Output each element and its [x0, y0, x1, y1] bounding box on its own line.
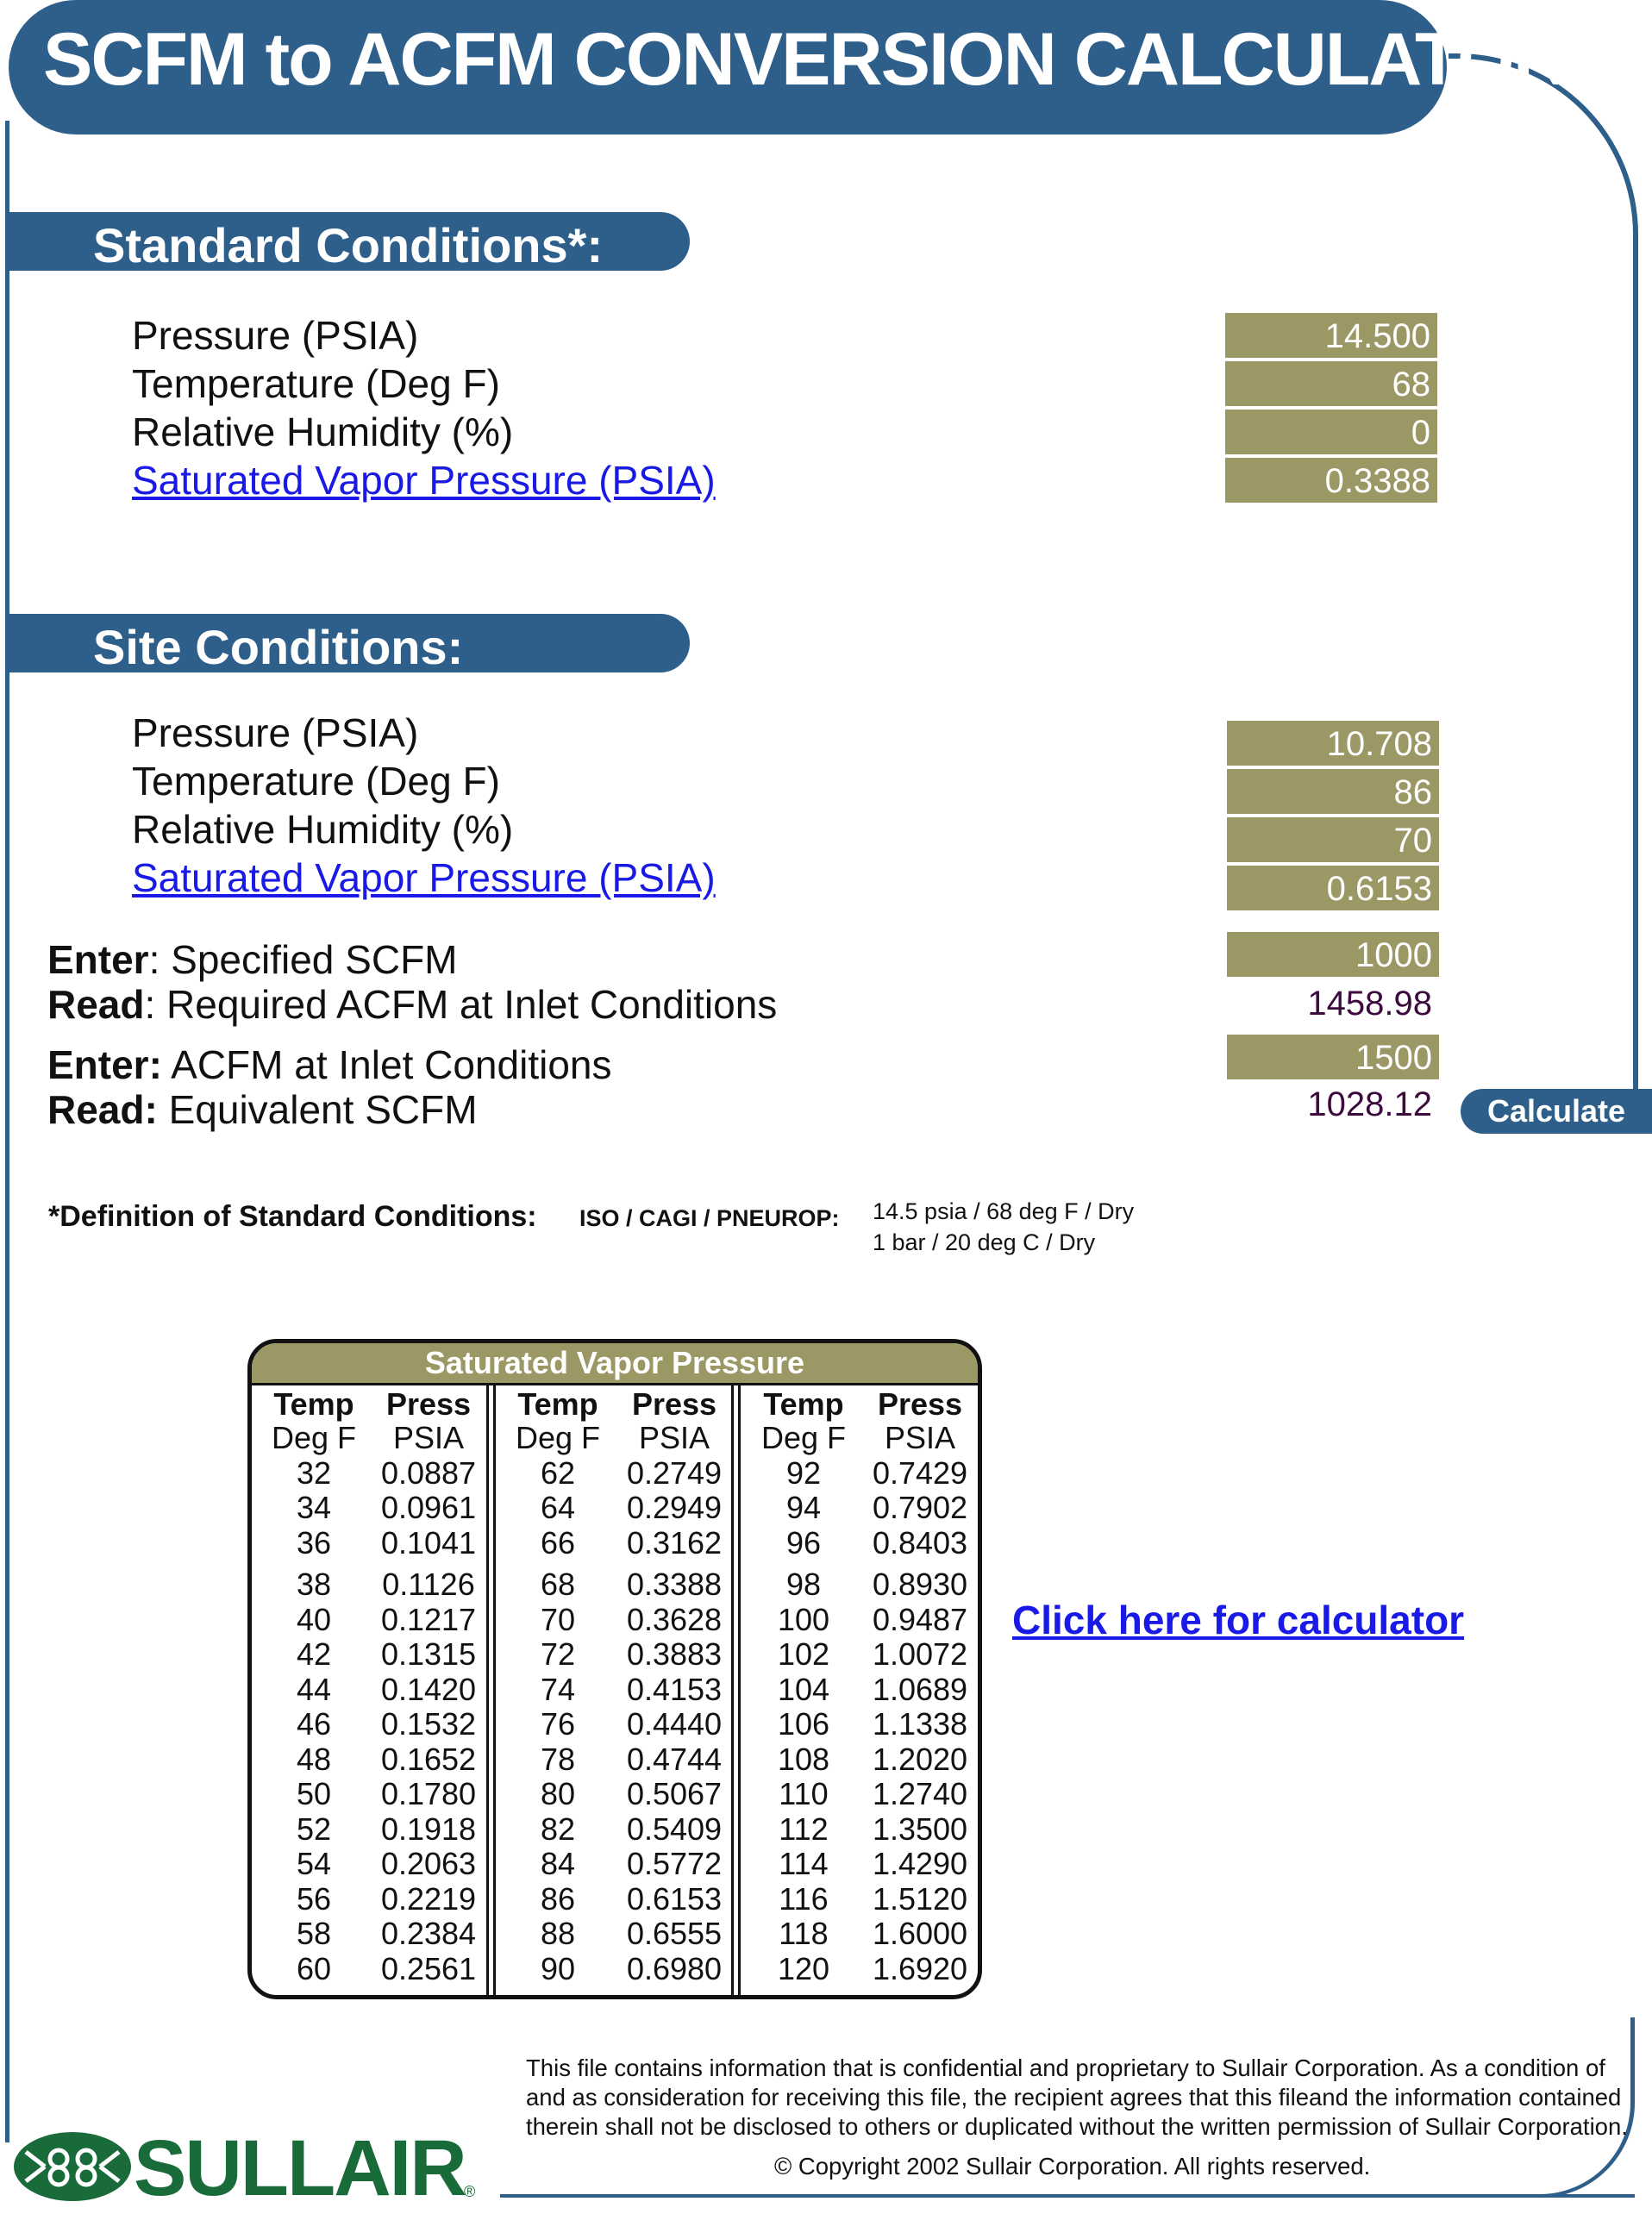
read-scfm-text: Equivalent SCFM	[168, 1087, 478, 1132]
table-cell: 44	[296, 1672, 332, 1707]
table-cell: 1.6920	[872, 1951, 968, 1986]
table-cell: 36	[296, 1525, 332, 1560]
table-cell: 42	[296, 1636, 332, 1672]
table-cell: 1.4290	[872, 1846, 968, 1881]
table-cell: 74	[540, 1672, 576, 1707]
table-cell: 0.1652	[380, 1742, 477, 1777]
registered-mark: ®	[464, 2183, 476, 2200]
table-cell: 0.8403	[872, 1525, 968, 1560]
table-header-top: Temp	[517, 1386, 598, 1422]
table-cell: 1.0072	[872, 1636, 968, 1672]
site-humidity-label: Relative Humidity (%)	[132, 807, 514, 852]
table-cell: 0.5067	[626, 1776, 723, 1811]
table-cell: 106	[777, 1706, 830, 1742]
table-cell: 0.1126	[382, 1567, 475, 1602]
table-cell: 78	[540, 1742, 576, 1777]
site-conditions-heading: Site Conditions:	[93, 620, 464, 674]
site-temperature-label: Temperature (Deg F)	[132, 759, 500, 804]
table-cell: 1.2020	[872, 1742, 968, 1777]
table-cell: 0.4440	[626, 1706, 723, 1742]
site-humidity-input[interactable]: 70	[1227, 817, 1439, 864]
standard-vapor-pressure-link[interactable]: Saturated Vapor Pressure (PSIA)	[132, 458, 716, 503]
table-cell: 116	[779, 1881, 829, 1917]
table-header-unit: Deg F	[271, 1420, 357, 1455]
table-cell: 0.4744	[626, 1742, 723, 1777]
table-cell: 0.6555	[626, 1916, 723, 1951]
table-cell: 48	[296, 1742, 332, 1777]
definition-title: *Definition of Standard Conditions:	[48, 1200, 537, 1233]
page-title: SCFM to ACFM CONVERSION CALCULATOR	[43, 18, 1565, 101]
table-cell: 88	[540, 1916, 576, 1951]
table-cell: 120	[777, 1951, 830, 1986]
table-header-top: Temp	[273, 1386, 354, 1422]
table-cell: 0.3628	[626, 1602, 723, 1637]
standard-temperature-input[interactable]: 68	[1225, 361, 1437, 408]
table-cell: 86	[540, 1881, 576, 1917]
table-header-unit: PSIA	[884, 1420, 956, 1455]
table-cell: 104	[777, 1672, 830, 1707]
definition-organizations: ISO / CAGI / PNEUROP:	[579, 1205, 840, 1231]
table-header-top: Press	[385, 1386, 472, 1422]
table-cell: 66	[540, 1525, 576, 1560]
confidentiality-disclaimer: This file contains information that is confidential and proprietary to Sullair Corporation. As a condition of and as consideration for receiving this file, the recipient agrees that this fileand the information contained therein shall not be disclosed to others or duplicated without the written permission of Sullair Corporation.	[526, 2055, 1628, 2140]
table-cell: 50	[296, 1776, 332, 1811]
table-cell: 1.1338	[872, 1706, 968, 1742]
table-cell: 102	[777, 1636, 830, 1672]
table-cell: 0.1420	[380, 1672, 477, 1707]
table-cell: 32	[296, 1455, 332, 1491]
frame-bottom-border	[500, 2194, 1635, 2198]
acfm-input[interactable]: 1500	[1227, 1035, 1439, 1081]
sullair-logo-text: SULLAIR	[134, 2124, 466, 2212]
table-cell: 0.0961	[380, 1490, 477, 1525]
table-cell: 100	[777, 1602, 830, 1637]
standard-humidity-label: Relative Humidity (%)	[132, 410, 514, 454]
site-pressure-input[interactable]: 10.708	[1227, 721, 1439, 767]
table-cell: 0.5409	[626, 1811, 723, 1847]
table-cell: 0.9487	[872, 1602, 968, 1637]
scfm-readout: 1028.12	[1307, 1085, 1432, 1123]
enter-scfm-label	[47, 936, 458, 983]
table-cell: 94	[785, 1490, 822, 1525]
table-cell: 0.2749	[626, 1455, 723, 1491]
table-cell: 52	[296, 1811, 332, 1847]
table-cell: 0.2384	[380, 1916, 477, 1951]
table-cell: 0.2561	[380, 1951, 477, 1986]
table-cell: 58	[296, 1916, 332, 1951]
table-header-unit: Deg F	[515, 1420, 601, 1455]
table-cell: 90	[540, 1951, 576, 1986]
table-column-divider	[493, 1383, 496, 1999]
table-cell: 0.2219	[380, 1881, 477, 1917]
standard-conditions-heading: Standard Conditions*:	[93, 218, 604, 272]
table-cell: 0.3883	[626, 1636, 723, 1672]
table-header-top: Temp	[763, 1386, 844, 1422]
copyright-notice: © Copyright 2002 Sullair Corporation. All rights reserved.	[774, 2153, 1371, 2180]
table-header-unit: PSIA	[638, 1420, 710, 1455]
table-cell: 1.2740	[872, 1776, 968, 1811]
table-cell: 0.7429	[872, 1455, 968, 1491]
table-cell: 70	[540, 1602, 576, 1637]
table-cell: 76	[540, 1706, 576, 1742]
table-column-divider	[738, 1383, 741, 1999]
calculator-link[interactable]: Click here for calculator	[1012, 1598, 1465, 1642]
table-cell: 96	[785, 1525, 822, 1560]
table-cell: 0.7902	[872, 1490, 968, 1525]
table-cell: 112	[779, 1811, 829, 1847]
table-cell: 60	[296, 1951, 332, 1986]
enter-scfm-prefix: Enter	[47, 937, 149, 982]
table-header-top: Press	[631, 1386, 717, 1422]
table-cell: 54	[296, 1846, 332, 1881]
table-header-unit: Deg F	[760, 1420, 847, 1455]
table-cell: 68	[540, 1567, 576, 1602]
table-cell: 34	[296, 1490, 332, 1525]
site-conditions-banner	[9, 614, 690, 672]
table-cell: 118	[779, 1916, 829, 1951]
table-cell: 0.3388	[626, 1567, 723, 1602]
enter-acfm-text: ACFM at Inlet Conditions	[171, 1042, 612, 1087]
table-cell: 0.5772	[626, 1846, 723, 1881]
read-acfm-label	[47, 981, 777, 1028]
table-header-top: Press	[877, 1386, 963, 1422]
frame-right-border	[1449, 53, 1638, 1105]
table-cell: 92	[785, 1455, 822, 1491]
table-cell: 0.1315	[380, 1636, 477, 1672]
title-banner	[9, 0, 1565, 134]
site-temperature-input[interactable]: 86	[1227, 769, 1439, 816]
read-scfm-prefix: Read:	[47, 1087, 158, 1132]
read-acfm-prefix: Read	[47, 982, 145, 1027]
table-cell: 1.0689	[872, 1672, 968, 1707]
table-cell: 62	[540, 1455, 576, 1491]
table-cell: 0.0887	[380, 1455, 477, 1491]
standard-pressure-label: Pressure (PSIA)	[132, 313, 419, 358]
table-cell: 0.8930	[872, 1567, 968, 1602]
table-cell: 1.5120	[872, 1881, 968, 1917]
table-cell: 114	[779, 1846, 829, 1881]
table-cell: 38	[296, 1567, 332, 1602]
site-vapor-pressure-value: 0.6153	[1227, 866, 1439, 912]
scfm-input[interactable]: 1000	[1227, 932, 1439, 979]
vapor-table-title: Saturated Vapor Pressure	[252, 1343, 978, 1385]
table-cell: 0.4153	[626, 1672, 723, 1707]
table-cell: 0.1780	[380, 1776, 477, 1811]
standard-temperature-label: Temperature (Deg F)	[132, 361, 500, 406]
table-cell: 0.1918	[380, 1811, 477, 1847]
table-cell: 46	[296, 1706, 332, 1742]
site-vapor-pressure-link[interactable]: Saturated Vapor Pressure (PSIA)	[132, 855, 716, 900]
table-cell: 40	[296, 1602, 332, 1637]
frame-left-border	[5, 121, 9, 2142]
table-cell: 0.2949	[626, 1490, 723, 1525]
standard-pressure-input[interactable]: 14.500	[1225, 313, 1437, 360]
enter-acfm-prefix: Enter:	[47, 1042, 162, 1087]
table-cell: 0.6980	[626, 1951, 723, 1986]
table-cell: 0.6153	[626, 1881, 723, 1917]
table-cell: 56	[296, 1881, 332, 1917]
table-cell: 108	[777, 1742, 830, 1777]
enter-scfm-text: : Specified SCFM	[148, 937, 458, 982]
table-cell: 1.3500	[872, 1811, 968, 1847]
read-acfm-text: : Required ACFM at Inlet Conditions	[144, 982, 778, 1027]
read-scfm-label	[47, 1086, 478, 1133]
table-cell: 1.6000	[872, 1916, 968, 1951]
definition-line-1: 14.5 psia / 68 deg F / Dry	[873, 1198, 1135, 1224]
table-cell: 64	[540, 1490, 576, 1525]
table-cell: 82	[540, 1811, 576, 1847]
table-cell: 0.1217	[380, 1602, 477, 1637]
definition-line-2: 1 bar / 20 deg C / Dry	[873, 1229, 1096, 1255]
table-cell: 110	[779, 1776, 829, 1811]
table-cell: 72	[540, 1636, 576, 1672]
standard-humidity-input[interactable]: 0	[1225, 410, 1437, 456]
table-cell: 0.3162	[626, 1525, 723, 1560]
table-cell: 84	[540, 1846, 576, 1881]
table-cell: 0.1532	[380, 1706, 477, 1742]
vapor-pressure-table	[247, 1339, 982, 1999]
enter-acfm-label	[47, 1041, 611, 1088]
table-cell: 98	[785, 1567, 822, 1602]
table-cell: 0.2063	[380, 1846, 477, 1881]
acfm-readout: 1458.98	[1307, 985, 1432, 1023]
table-cell: 0.1041	[380, 1525, 477, 1560]
table-cell: 80	[540, 1776, 576, 1811]
standard-conditions-banner	[9, 212, 690, 271]
standard-vapor-pressure-value: 0.3388	[1225, 458, 1437, 504]
table-header-unit: PSIA	[392, 1420, 465, 1455]
site-pressure-label: Pressure (PSIA)	[132, 710, 419, 755]
calculate-button[interactable]: Calculate	[1461, 1089, 1652, 1134]
